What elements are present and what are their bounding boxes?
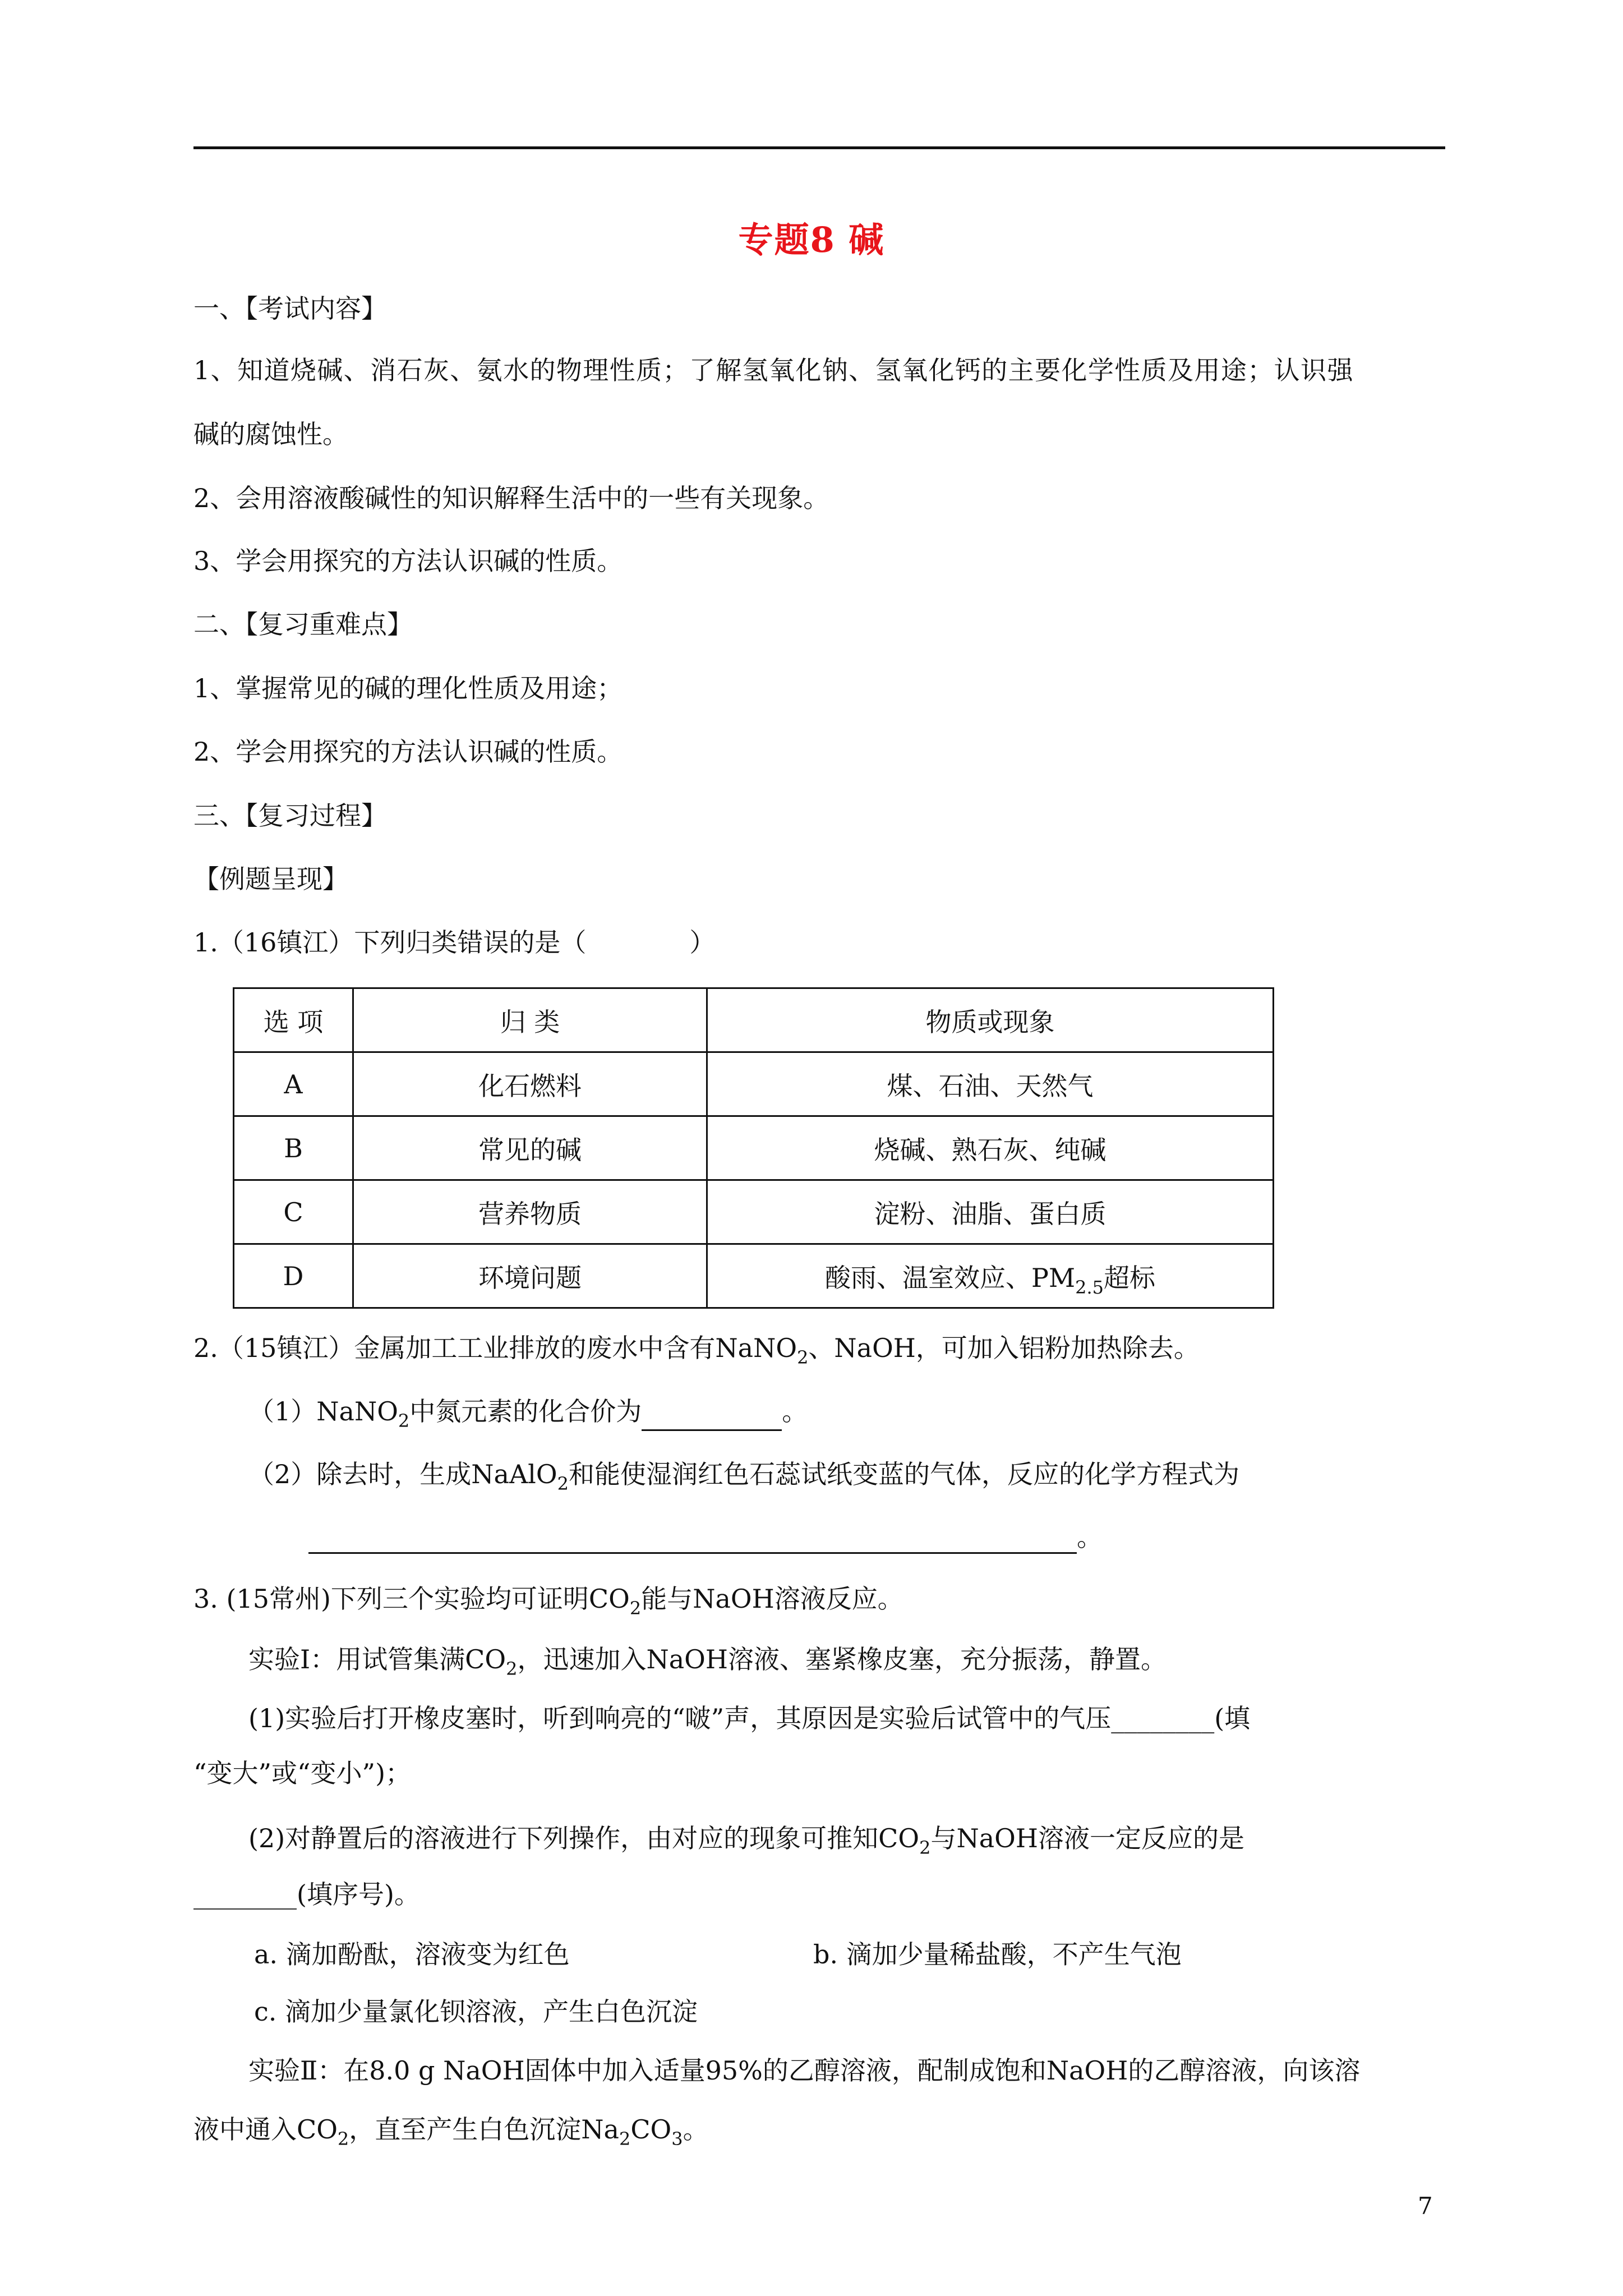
q3-option-a: a. 滴加酚酞，溶液变为红色 [254, 1939, 570, 1970]
text: 。 [683, 2114, 709, 2145]
option-cell: B [234, 1116, 353, 1180]
exam-item-3: 3、学会用探究的方法认识碱的性质。 [193, 546, 623, 576]
q2-part-1 [248, 1395, 808, 1431]
subscript: 2 [919, 1837, 931, 1858]
text: （1）NaNO [248, 1396, 398, 1427]
subscript: 2 [398, 1410, 410, 1432]
key-item-2: 2、学会用探究的方法认识碱的性质。 [193, 737, 623, 767]
subscript: 2 [629, 1598, 642, 1619]
q2-stem [193, 1331, 1200, 1368]
q3-sub-1-line-2: “变大”或“变小”)； [193, 1758, 412, 1788]
category-cell: 营养物质 [353, 1180, 707, 1244]
q3-option-c: c. 滴加少量氯化钡溶液，产生白色沉淀 [254, 1996, 698, 2027]
text: 。 [782, 1396, 808, 1427]
text: 实验Ⅰ：用试管集满CO [248, 1644, 506, 1674]
q3-sub-2-line-2: ________(填序号)。 [193, 1879, 420, 1910]
exam-item-2: 2、会用溶液酸碱性的知识解释生活中的一些有关现象。 [193, 483, 829, 513]
table-row [234, 1180, 1274, 1244]
key-points-heading: 二、【复习重难点】 [193, 609, 413, 639]
subscript: 2 [797, 1347, 809, 1368]
q3-experiment-2-line-2 [193, 2113, 709, 2149]
q3-sub-2-line-1 [248, 1821, 1244, 1858]
subscript: 2 [337, 2128, 349, 2150]
q2-answer-line [308, 1520, 1103, 1554]
text: 2.（15镇江）金属加工工业排放的废水中含有NaNO [193, 1333, 797, 1363]
table-row [234, 1116, 1274, 1180]
items-cell: 煤、石油、天然气 [707, 1052, 1274, 1116]
items-text: 酸雨、温室效应、PM [825, 1262, 1076, 1293]
text: (2)对静置后的溶液进行下列操作，由对应的现象可推知CO [248, 1823, 920, 1853]
items-cell: 烧碱、熟石灰、纯碱 [707, 1116, 1274, 1180]
answer-blank[interactable] [308, 1526, 1077, 1554]
items-cell: 淀粉、油脂、蛋白质 [707, 1180, 1274, 1244]
exam-item-1-line-1: 1、知道烧碱、消石灰、氨水的物理性质；了解氢氧化钠、氢氧化钙的主要化学性质及用途；认识强 [193, 355, 1354, 385]
header-rule [193, 146, 1445, 149]
q3-stem [193, 1582, 903, 1618]
subscript: 2 [506, 1658, 518, 1680]
answer-blank[interactable] [642, 1404, 782, 1431]
table-header-cell: 物质或现象 [707, 988, 1274, 1052]
text: 与NaOH溶液一定反应的是 [930, 1823, 1244, 1853]
exam-item-1-line-2: 碱的腐蚀性。 [193, 419, 348, 449]
table-header-cell: 选 项 [234, 988, 353, 1052]
q1-options-table [233, 987, 1274, 1309]
text: CO [630, 2114, 672, 2145]
category-cell: 常见的碱 [353, 1116, 707, 1180]
q3-sub-1-line-1: (1)实验后打开橡皮塞时，听到响亮的“啵”声，其原因是实验后试管中的气压________(填 [248, 1703, 1251, 1733]
option-cell: A [234, 1052, 353, 1116]
category-cell: 环境问题 [353, 1244, 707, 1308]
text: 中氮元素的化合价为 [409, 1396, 642, 1427]
page-title: 专题8 碱 [738, 219, 885, 260]
exam-content-heading: 一、【考试内容】 [193, 293, 387, 324]
category-cell: 化石燃料 [353, 1052, 707, 1116]
text: 能与NaOH溶液反应。 [641, 1584, 903, 1614]
key-item-1: 1、掌握常见的碱的理化性质及用途； [193, 673, 623, 703]
text: 。 [1077, 1522, 1103, 1552]
text: 、NaOH，可加入铝粉加热除去。 [808, 1333, 1200, 1363]
subscript: 2.5 [1075, 1276, 1104, 1298]
items-cell [707, 1244, 1274, 1308]
text: ，直至产生白色沉淀Na [349, 2114, 619, 2145]
option-cell: D [234, 1244, 353, 1308]
examples-heading: 【例题呈现】 [193, 864, 348, 894]
q1-stem: 1.（16镇江）下列归类错误的是（ ） [193, 927, 716, 958]
table-header-row [234, 988, 1274, 1052]
text: ，迅速加入NaOH溶液、塞紧橡皮塞，充分振荡，静置。 [517, 1644, 1166, 1674]
subscript: 3 [671, 2128, 683, 2150]
q3-experiment-2-line-1: 实验Ⅱ：在8.0 g NaOH固体中加入适量95%的乙醇溶液，配制成饱和NaOH的乙醇溶液，向该溶 [248, 2055, 1361, 2086]
table-row [234, 1052, 1274, 1116]
q3-experiment-1 [248, 1642, 1166, 1679]
table-row [234, 1244, 1274, 1308]
text: 液中通入CO [193, 2114, 338, 2145]
subscript: 2 [557, 1473, 569, 1494]
table-header-cell: 归 类 [353, 988, 707, 1052]
items-text: 超标 [1103, 1262, 1155, 1293]
q3-option-b: b. 滴加少量稀盐酸，不产生气泡 [813, 1939, 1182, 1970]
subscript: 2 [619, 2128, 631, 2150]
process-heading: 三、【复习过程】 [193, 800, 387, 831]
text: （2）除去时，生成NaAlO [248, 1459, 557, 1489]
text: 和能使湿润红色石蕊试纸变蓝的气体，反应的化学方程式为 [568, 1459, 1239, 1489]
page-number: 7 [1418, 2192, 1433, 2220]
option-cell: C [234, 1180, 353, 1244]
q2-part-2 [248, 1457, 1239, 1494]
text: 3. (15常州)下列三个实验均可证明CO [193, 1584, 630, 1614]
